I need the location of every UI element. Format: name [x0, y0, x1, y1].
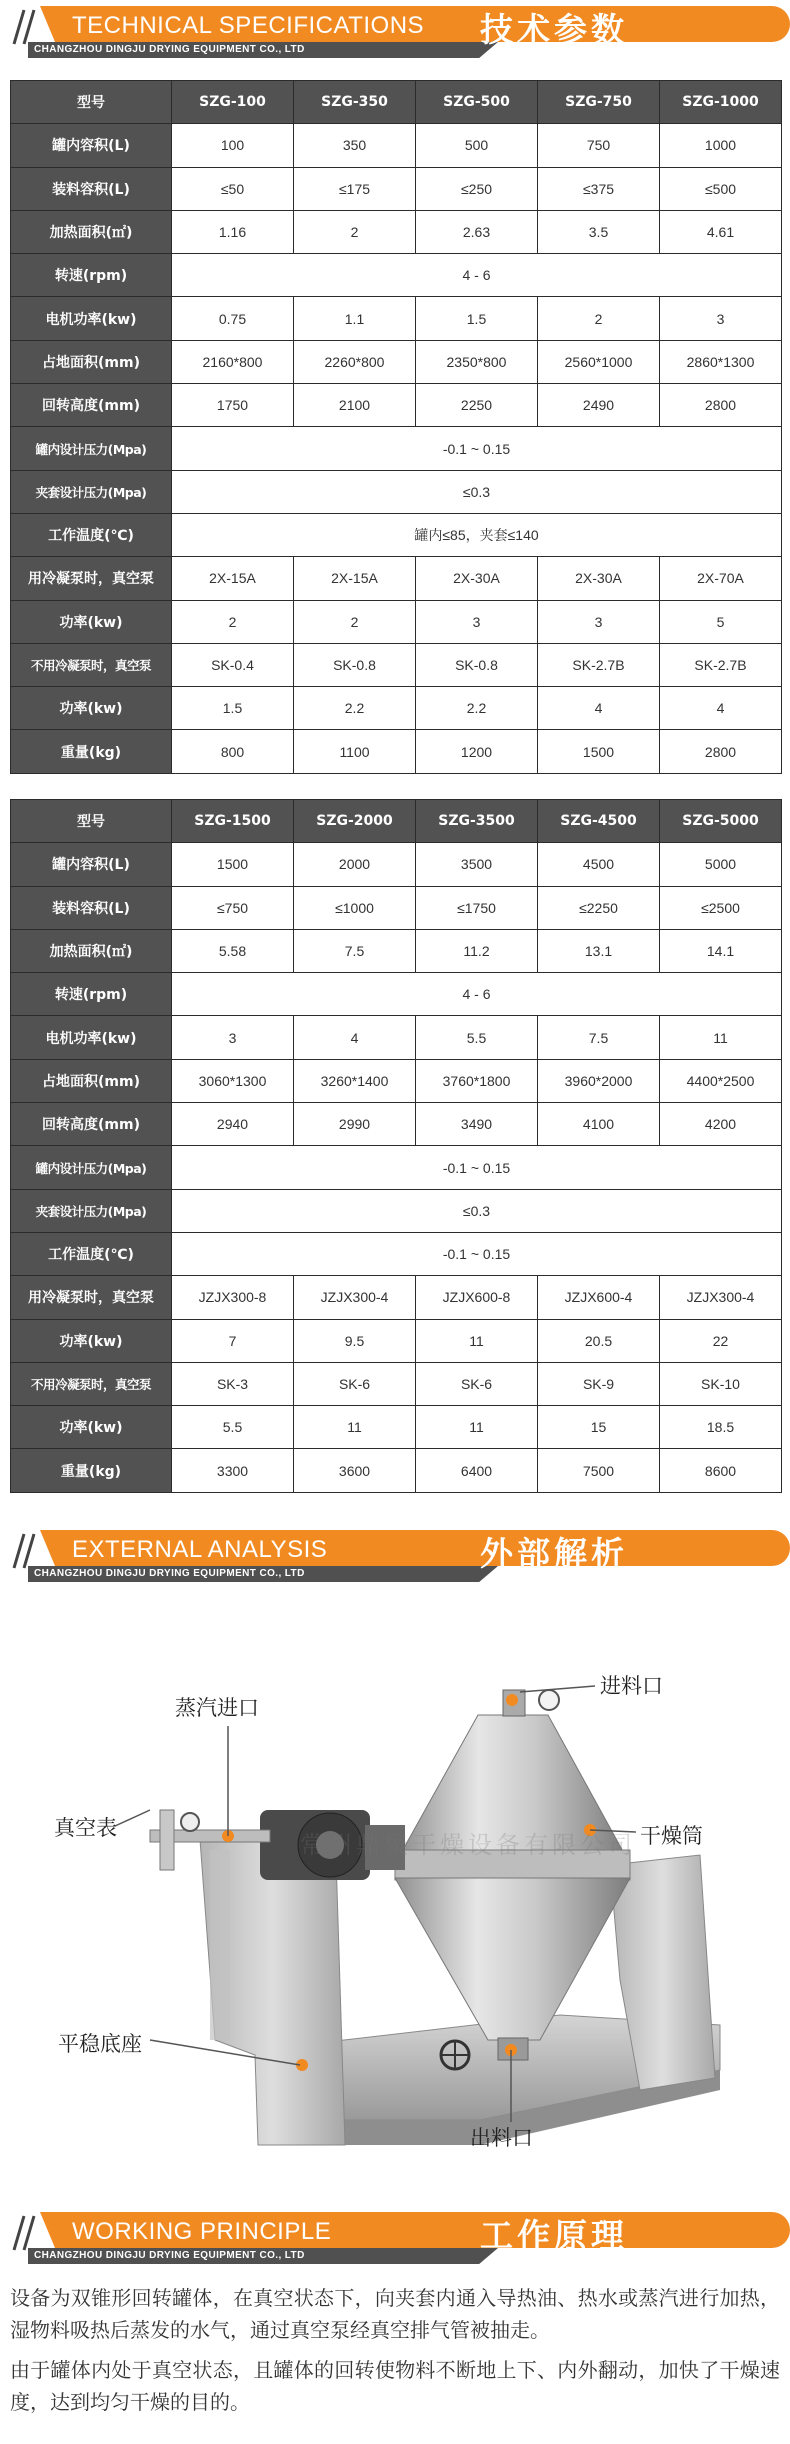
row-label: 占地面积(mm) — [11, 340, 172, 383]
row-label: 回转高度(mm) — [11, 384, 172, 427]
table-row — [11, 1059, 782, 1102]
row-label: 不用冷凝泵时，真空泵 — [11, 1362, 172, 1405]
table-cell-merged: 罐内≤85，夹套≤140 — [172, 513, 782, 556]
table-cell: ≤1000 — [294, 886, 416, 929]
table-cell: 4200 — [660, 1103, 782, 1146]
table-cell: 1000 — [660, 124, 782, 167]
table-cell: ≤50 — [172, 167, 294, 210]
table-cell: 14.1 — [660, 929, 782, 972]
table-row — [11, 384, 782, 427]
table-row — [11, 167, 782, 210]
row-label: 功率(kw) — [11, 1406, 172, 1449]
table-cell: 2160*800 — [172, 340, 294, 383]
table-cell: 2860*1300 — [660, 340, 782, 383]
table-cell: 11 — [294, 1406, 416, 1449]
dryer-illustration — [0, 1600, 790, 2200]
table-cell: 100 — [172, 124, 294, 167]
table-cell: 2 — [172, 600, 294, 643]
banner-company: CHANGZHOU DINGJU DRYING EQUIPMENT CO., LTD — [34, 44, 305, 55]
table-row — [11, 929, 782, 972]
table-cell: 13.1 — [538, 929, 660, 972]
table-cell: 2X-15A — [172, 557, 294, 600]
table-cell: 1100 — [294, 730, 416, 773]
table-row — [11, 557, 782, 600]
table-cell: 2800 — [660, 730, 782, 773]
table-row — [11, 1319, 782, 1362]
banner-title-en: EXTERNAL ANALYSIS — [72, 1536, 328, 1563]
row-label: 功率(kw) — [11, 687, 172, 730]
callout-outlet: 出料口 — [470, 2126, 533, 2150]
table-row — [11, 600, 782, 643]
table-cell: JZJX600-8 — [416, 1276, 538, 1319]
table-cell: 6400 — [416, 1449, 538, 1492]
table-cell: 4 — [294, 1016, 416, 1059]
table-cell-merged: -0.1 ~ 0.15 — [172, 1232, 782, 1275]
table-cell: 4.61 — [660, 210, 782, 253]
table-cell: 2100 — [294, 384, 416, 427]
banner-title-en: WORKING PRINCIPLE — [72, 2218, 332, 2245]
table-row — [11, 1362, 782, 1405]
table-cell: 1500 — [172, 843, 294, 886]
table-cell: 2560*1000 — [538, 340, 660, 383]
header-model-cell: SZG-3500 — [416, 800, 538, 843]
table-cell: 2260*800 — [294, 340, 416, 383]
table-header-row — [11, 800, 782, 843]
table-cell: ≤375 — [538, 167, 660, 210]
table-cell: 1500 — [538, 730, 660, 773]
table-cell: SK-6 — [294, 1362, 416, 1405]
table-cell: 3060*1300 — [172, 1059, 294, 1102]
table-cell: 3260*1400 — [294, 1059, 416, 1102]
table-row — [11, 1189, 782, 1232]
table-row — [11, 1406, 782, 1449]
table-cell: 3.5 — [538, 210, 660, 253]
table-row — [11, 427, 782, 470]
table-cell: 2800 — [660, 384, 782, 427]
table-cell: 4500 — [538, 843, 660, 886]
table-cell: 2 — [538, 297, 660, 340]
table-cell: JZJX300-4 — [660, 1276, 782, 1319]
header-model-cell: SZG-100 — [172, 81, 294, 124]
table-row — [11, 643, 782, 686]
table-cell: 2940 — [172, 1103, 294, 1146]
row-label: 用冷凝泵时，真空泵 — [11, 557, 172, 600]
table-cell: SK-3 — [172, 1362, 294, 1405]
header-model-cell: SZG-500 — [416, 81, 538, 124]
header-model-label: 型号 — [11, 800, 172, 843]
table-cell: SK-0.8 — [294, 643, 416, 686]
row-label: 加热面积(㎡) — [11, 929, 172, 972]
callout-vacuum-gauge: 真空表 — [54, 1816, 117, 1840]
table-cell: 2X-30A — [416, 557, 538, 600]
table-cell: JZJX300-4 — [294, 1276, 416, 1319]
table-cell: ≤1750 — [416, 886, 538, 929]
header-model-label: 型号 — [11, 81, 172, 124]
table-cell: 3 — [660, 297, 782, 340]
table-cell: 7500 — [538, 1449, 660, 1492]
table-row — [11, 297, 782, 340]
table-cell: 2000 — [294, 843, 416, 886]
table-cell-merged: -0.1 ~ 0.15 — [172, 1146, 782, 1189]
table-cell: SK-9 — [538, 1362, 660, 1405]
table-row — [11, 1016, 782, 1059]
table-row — [11, 470, 782, 513]
table-row — [11, 340, 782, 383]
table-cell: 4 — [660, 687, 782, 730]
row-label: 夹套设计压力(Mpa) — [11, 470, 172, 513]
row-label: 不用冷凝泵时，真空泵 — [11, 643, 172, 686]
table-cell: SK-2.7B — [660, 643, 782, 686]
table-cell: 3600 — [294, 1449, 416, 1492]
table-cell: 3 — [538, 600, 660, 643]
row-label: 罐内设计压力(Mpa) — [11, 427, 172, 470]
table-cell: 18.5 — [660, 1406, 782, 1449]
header-model-cell: SZG-350 — [294, 81, 416, 124]
row-label: 罐内设计压力(Mpa) — [11, 1146, 172, 1189]
table-cell: 11 — [416, 1406, 538, 1449]
table-row — [11, 1276, 782, 1319]
table-cell: 2 — [294, 210, 416, 253]
header-model-cell: SZG-4500 — [538, 800, 660, 843]
row-label: 重量(kg) — [11, 730, 172, 773]
table-cell: 3300 — [172, 1449, 294, 1492]
banner-company: CHANGZHOU DINGJU DRYING EQUIPMENT CO., LTD — [34, 2250, 305, 2261]
row-label: 重量(kg) — [11, 1449, 172, 1492]
table-cell: 2.2 — [294, 687, 416, 730]
table-cell: 7.5 — [294, 929, 416, 972]
table-cell: ≤175 — [294, 167, 416, 210]
table-cell: 2990 — [294, 1103, 416, 1146]
table-cell: 5 — [660, 600, 782, 643]
table-cell: 800 — [172, 730, 294, 773]
table-row — [11, 843, 782, 886]
table-row — [11, 210, 782, 253]
table-cell: 5.5 — [416, 1016, 538, 1059]
table-cell: SK-6 — [416, 1362, 538, 1405]
analysis-banner — [0, 1524, 790, 1590]
table-cell: SK-0.4 — [172, 643, 294, 686]
row-label: 装料容积(L) — [11, 167, 172, 210]
table-header-row — [11, 81, 782, 124]
callout-stable-base: 平稳底座 — [58, 2032, 142, 2056]
spec-banner — [0, 0, 790, 66]
header-model-cell: SZG-2000 — [294, 800, 416, 843]
header-model-cell: SZG-1000 — [660, 81, 782, 124]
table-cell: 22 — [660, 1319, 782, 1362]
table-cell: 15 — [538, 1406, 660, 1449]
table-row — [11, 973, 782, 1016]
table-cell: 5.58 — [172, 929, 294, 972]
table-row — [11, 886, 782, 929]
row-label: 功率(kw) — [11, 600, 172, 643]
table-cell: 11 — [660, 1016, 782, 1059]
table-cell: ≤500 — [660, 167, 782, 210]
table-row — [11, 687, 782, 730]
table-cell: 500 — [416, 124, 538, 167]
table-cell: 3 — [172, 1016, 294, 1059]
principle-banner — [0, 2206, 790, 2272]
table-cell: 3960*2000 — [538, 1059, 660, 1102]
callout-drying-drum: 干燥筒 — [640, 1824, 703, 1848]
row-label: 装料容积(L) — [11, 886, 172, 929]
table-cell: ≤2250 — [538, 886, 660, 929]
table-cell-merged: 4 - 6 — [172, 254, 782, 297]
banner-company: CHANGZHOU DINGJU DRYING EQUIPMENT CO., LTD — [34, 1568, 305, 1579]
table-cell: 1.5 — [416, 297, 538, 340]
table-cell: 4400*2500 — [660, 1059, 782, 1102]
row-label: 工作温度(℃) — [11, 513, 172, 556]
header-model-cell: SZG-5000 — [660, 800, 782, 843]
table-cell: SK-0.8 — [416, 643, 538, 686]
table-cell: 1.16 — [172, 210, 294, 253]
table-cell: 3490 — [416, 1103, 538, 1146]
row-label: 工作温度(℃) — [11, 1232, 172, 1275]
row-label: 占地面积(mm) — [11, 1059, 172, 1102]
table-cell: JZJX600-4 — [538, 1276, 660, 1319]
table-cell: 11.2 — [416, 929, 538, 972]
table-cell-merged: -0.1 ~ 0.15 — [172, 427, 782, 470]
table-cell: 5000 — [660, 843, 782, 886]
banner-title-cn: 技术参数 — [480, 10, 628, 49]
table-cell: SK-10 — [660, 1362, 782, 1405]
row-label: 回转高度(mm) — [11, 1103, 172, 1146]
table-cell: 2X-70A — [660, 557, 782, 600]
spec-table-1 — [10, 80, 782, 774]
row-label: 电机功率(kw) — [11, 297, 172, 340]
table-row — [11, 1146, 782, 1189]
table-cell: ≤250 — [416, 167, 538, 210]
row-label: 转速(rpm) — [11, 973, 172, 1016]
double-cone-dryer-image — [0, 1600, 790, 2200]
table-cell-merged: ≤0.3 — [172, 470, 782, 513]
row-label: 加热面积(㎡) — [11, 210, 172, 253]
table-cell: 9.5 — [294, 1319, 416, 1362]
header-model-cell: SZG-1500 — [172, 800, 294, 843]
table-cell: 2.63 — [416, 210, 538, 253]
table-cell: 5.5 — [172, 1406, 294, 1449]
table-row — [11, 513, 782, 556]
table-cell: 3 — [416, 600, 538, 643]
table-cell: ≤750 — [172, 886, 294, 929]
banner-title-cn: 外部解析 — [480, 1534, 628, 1573]
row-label: 转速(rpm) — [11, 254, 172, 297]
table-cell: ≤2500 — [660, 886, 782, 929]
row-label: 用冷凝泵时，真空泵 — [11, 1276, 172, 1319]
table-row — [11, 1103, 782, 1146]
table-cell: 1.5 — [172, 687, 294, 730]
table-cell: 0.75 — [172, 297, 294, 340]
row-label: 夹套设计压力(Mpa) — [11, 1189, 172, 1232]
table-cell: 2 — [294, 600, 416, 643]
table-cell: 2X-30A — [538, 557, 660, 600]
table-cell: 20.5 — [538, 1319, 660, 1362]
table-cell: 8600 — [660, 1449, 782, 1492]
banner-title-cn: 工作原理 — [480, 2216, 628, 2255]
table-cell: 750 — [538, 124, 660, 167]
table-cell: 2250 — [416, 384, 538, 427]
table-cell: 350 — [294, 124, 416, 167]
table-cell: 7.5 — [538, 1016, 660, 1059]
row-label: 罐内容积(L) — [11, 124, 172, 167]
table-cell-merged: 4 - 6 — [172, 973, 782, 1016]
table-row — [11, 1232, 782, 1275]
table-cell: SK-2.7B — [538, 643, 660, 686]
table-cell-merged: ≤0.3 — [172, 1189, 782, 1232]
table-row — [11, 730, 782, 773]
table-row — [11, 124, 782, 167]
table-cell: 1200 — [416, 730, 538, 773]
table-cell: JZJX300-8 — [172, 1276, 294, 1319]
callout-inlet: 进料口 — [600, 1674, 663, 1698]
table-cell: 3760*1800 — [416, 1059, 538, 1102]
table-cell: 2490 — [538, 384, 660, 427]
table-cell: 1750 — [172, 384, 294, 427]
table-cell: 2.2 — [416, 687, 538, 730]
table-cell: 1.1 — [294, 297, 416, 340]
principle-paragraph-1: 设备为双锥形回转罐体，在真空状态下，向夹套内通入导热油、热水或蒸汽进行加热，湿物料吸热后蒸发的水气，通过真空泵经真空排气管被抽走。 — [10, 2286, 780, 2342]
table-cell: 7 — [172, 1319, 294, 1362]
table-row — [11, 254, 782, 297]
table-cell: 4 — [538, 687, 660, 730]
table-cell: 11 — [416, 1319, 538, 1362]
row-label: 罐内容积(L) — [11, 843, 172, 886]
row-label: 电机功率(kw) — [11, 1016, 172, 1059]
table-cell: 4100 — [538, 1103, 660, 1146]
table-cell: 2X-15A — [294, 557, 416, 600]
watermark: 常州鼎聚干燥设备有限公司 — [300, 1831, 636, 1859]
callout-steam-inlet: 蒸汽进口 — [175, 1696, 259, 1720]
table-cell: 3500 — [416, 843, 538, 886]
banner-title-en: TECHNICAL SPECIFICATIONS — [72, 12, 425, 39]
header-model-cell: SZG-750 — [538, 81, 660, 124]
row-label: 功率(kw) — [11, 1319, 172, 1362]
principle-paragraph-2: 由于罐体内处于真空状态，且罐体的回转使物料不断地上下、内外翻动，加快了干燥速度，达到均匀干燥的目的。 — [10, 2358, 780, 2414]
spec-table-2 — [10, 799, 782, 1493]
table-cell: 2350*800 — [416, 340, 538, 383]
table-row — [11, 1449, 782, 1492]
